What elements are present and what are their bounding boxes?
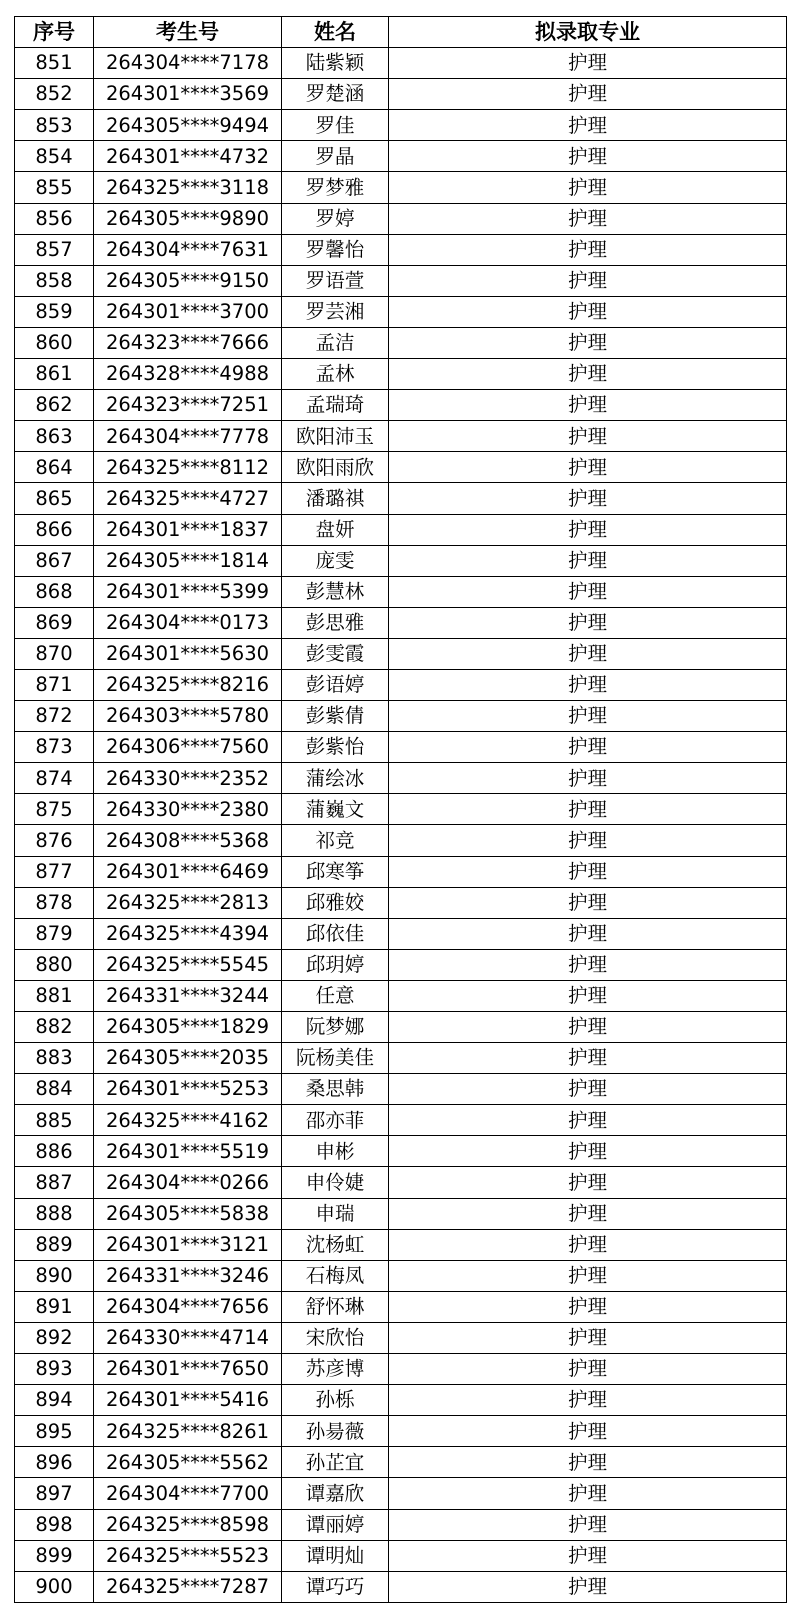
cell-major: 护理	[389, 1354, 787, 1385]
cell-exam-number: 264304****7178	[94, 48, 282, 79]
cell-serial: 866	[15, 514, 94, 545]
cell-serial: 878	[15, 887, 94, 918]
cell-serial: 894	[15, 1385, 94, 1416]
cell-name: 任意	[282, 980, 389, 1011]
cell-name: 彭思雅	[282, 607, 389, 638]
cell-serial: 859	[15, 296, 94, 327]
cell-exam-number: 264325****4162	[94, 1105, 282, 1136]
cell-major: 护理	[389, 1322, 787, 1353]
cell-major: 护理	[389, 763, 787, 794]
cell-exam-number: 264328****4988	[94, 359, 282, 390]
cell-exam-number: 264305****2035	[94, 1043, 282, 1074]
cell-name: 孙栎	[282, 1385, 389, 1416]
table-row	[15, 669, 787, 700]
cell-exam-number: 264301****5399	[94, 576, 282, 607]
admission-table	[14, 16, 787, 1603]
table-row	[15, 825, 787, 856]
cell-exam-number: 264325****8216	[94, 669, 282, 700]
cell-serial: 852	[15, 79, 94, 110]
cell-name: 谭明灿	[282, 1540, 389, 1571]
table-row	[15, 1322, 787, 1353]
cell-exam-number: 264325****8112	[94, 452, 282, 483]
cell-serial: 893	[15, 1354, 94, 1385]
cell-exam-number: 264301****4732	[94, 141, 282, 172]
cell-serial: 887	[15, 1167, 94, 1198]
cell-name: 罗婷	[282, 203, 389, 234]
cell-serial: 899	[15, 1540, 94, 1571]
table-row	[15, 763, 787, 794]
cell-name: 邱玥婷	[282, 949, 389, 980]
cell-major: 护理	[389, 359, 787, 390]
cell-exam-number: 264301****7650	[94, 1354, 282, 1385]
table-row	[15, 1043, 787, 1074]
cell-major: 护理	[389, 1136, 787, 1167]
table-row	[15, 1012, 787, 1043]
cell-exam-number: 264304****0173	[94, 607, 282, 638]
cell-exam-number: 264323****7251	[94, 390, 282, 421]
cell-name: 罗芸湘	[282, 296, 389, 327]
cell-name: 桑思韩	[282, 1074, 389, 1105]
cell-name: 邱寒筝	[282, 856, 389, 887]
header-major: 拟录取专业	[389, 17, 787, 48]
table-row	[15, 701, 787, 732]
cell-exam-number: 264305****9150	[94, 265, 282, 296]
cell-exam-number: 264305****9494	[94, 110, 282, 141]
table-row	[15, 1478, 787, 1509]
cell-serial: 883	[15, 1043, 94, 1074]
cell-serial: 867	[15, 545, 94, 576]
table-row	[15, 48, 787, 79]
header-row	[15, 17, 787, 48]
cell-exam-number: 264301****3121	[94, 1229, 282, 1260]
cell-major: 护理	[389, 1074, 787, 1105]
cell-exam-number: 264301****3700	[94, 296, 282, 327]
cell-name: 蒲巍文	[282, 794, 389, 825]
cell-major: 护理	[389, 1478, 787, 1509]
cell-serial: 900	[15, 1571, 94, 1602]
cell-exam-number: 264303****5780	[94, 701, 282, 732]
cell-name: 孟林	[282, 359, 389, 390]
table-row	[15, 1229, 787, 1260]
cell-serial: 879	[15, 918, 94, 949]
cell-name: 孙昜薇	[282, 1416, 389, 1447]
cell-serial: 870	[15, 638, 94, 669]
table-row	[15, 1416, 787, 1447]
cell-serial: 851	[15, 48, 94, 79]
cell-name: 邵亦菲	[282, 1105, 389, 1136]
table-row	[15, 483, 787, 514]
cell-exam-number: 264325****5523	[94, 1540, 282, 1571]
cell-exam-number: 264305****5562	[94, 1447, 282, 1478]
cell-major: 护理	[389, 265, 787, 296]
cell-name: 欧阳沛玉	[282, 421, 389, 452]
cell-serial: 871	[15, 669, 94, 700]
cell-name: 苏彦博	[282, 1354, 389, 1385]
table-row	[15, 203, 787, 234]
table-row	[15, 359, 787, 390]
table-row	[15, 732, 787, 763]
cell-major: 护理	[389, 607, 787, 638]
cell-major: 护理	[389, 79, 787, 110]
table-row	[15, 638, 787, 669]
cell-exam-number: 264304****7700	[94, 1478, 282, 1509]
table-row	[15, 949, 787, 980]
table-row	[15, 421, 787, 452]
cell-major: 护理	[389, 296, 787, 327]
cell-name: 申彬	[282, 1136, 389, 1167]
cell-serial: 873	[15, 732, 94, 763]
cell-exam-number: 264301****5519	[94, 1136, 282, 1167]
cell-name: 欧阳雨欣	[282, 452, 389, 483]
cell-major: 护理	[389, 856, 787, 887]
table-row	[15, 514, 787, 545]
cell-serial: 886	[15, 1136, 94, 1167]
cell-exam-number: 264306****7560	[94, 732, 282, 763]
cell-serial: 853	[15, 110, 94, 141]
cell-name: 罗佳	[282, 110, 389, 141]
cell-serial: 889	[15, 1229, 94, 1260]
cell-name: 邱雅姣	[282, 887, 389, 918]
table-row	[15, 1260, 787, 1291]
cell-name: 盘妍	[282, 514, 389, 545]
cell-name: 罗楚涵	[282, 79, 389, 110]
cell-serial: 892	[15, 1322, 94, 1353]
cell-name: 阮梦娜	[282, 1012, 389, 1043]
cell-exam-number: 264304****7656	[94, 1291, 282, 1322]
cell-serial: 865	[15, 483, 94, 514]
table-row	[15, 980, 787, 1011]
cell-serial: 888	[15, 1198, 94, 1229]
cell-exam-number: 264304****7631	[94, 234, 282, 265]
cell-major: 护理	[389, 110, 787, 141]
cell-major: 护理	[389, 1260, 787, 1291]
cell-name: 彭语婷	[282, 669, 389, 700]
cell-serial: 861	[15, 359, 94, 390]
cell-exam-number: 264305****5838	[94, 1198, 282, 1229]
cell-major: 护理	[389, 887, 787, 918]
cell-serial: 864	[15, 452, 94, 483]
cell-major: 护理	[389, 172, 787, 203]
cell-serial: 884	[15, 1074, 94, 1105]
cell-name: 孟洁	[282, 327, 389, 358]
cell-major: 护理	[389, 1291, 787, 1322]
cell-name: 谭嘉欣	[282, 1478, 389, 1509]
table-row	[15, 390, 787, 421]
cell-exam-number: 264331****3244	[94, 980, 282, 1011]
cell-major: 护理	[389, 234, 787, 265]
cell-name: 舒怀琳	[282, 1291, 389, 1322]
cell-name: 宋欣怡	[282, 1322, 389, 1353]
cell-major: 护理	[389, 390, 787, 421]
cell-exam-number: 264301****6469	[94, 856, 282, 887]
cell-serial: 896	[15, 1447, 94, 1478]
cell-serial: 858	[15, 265, 94, 296]
cell-name: 罗梦雅	[282, 172, 389, 203]
cell-name: 罗语萱	[282, 265, 389, 296]
cell-major: 护理	[389, 1105, 787, 1136]
cell-serial: 895	[15, 1416, 94, 1447]
cell-serial: 863	[15, 421, 94, 452]
cell-exam-number: 264323****7666	[94, 327, 282, 358]
cell-exam-number: 264325****5545	[94, 949, 282, 980]
cell-serial: 897	[15, 1478, 94, 1509]
cell-name: 谭丽婷	[282, 1509, 389, 1540]
table-row	[15, 1167, 787, 1198]
cell-exam-number: 264330****2352	[94, 763, 282, 794]
cell-serial: 877	[15, 856, 94, 887]
cell-exam-number: 264325****2813	[94, 887, 282, 918]
cell-serial: 860	[15, 327, 94, 358]
header-serial: 序号	[15, 17, 94, 48]
cell-major: 护理	[389, 1012, 787, 1043]
cell-name: 庞雯	[282, 545, 389, 576]
cell-major: 护理	[389, 732, 787, 763]
table-row	[15, 327, 787, 358]
cell-serial: 891	[15, 1291, 94, 1322]
table-row	[15, 1136, 787, 1167]
cell-name: 潘璐祺	[282, 483, 389, 514]
cell-exam-number: 264301****5416	[94, 1385, 282, 1416]
cell-exam-number: 264325****4727	[94, 483, 282, 514]
cell-major: 护理	[389, 1385, 787, 1416]
cell-serial: 868	[15, 576, 94, 607]
cell-major: 护理	[389, 980, 787, 1011]
cell-major: 护理	[389, 1540, 787, 1571]
cell-exam-number: 264308****5368	[94, 825, 282, 856]
cell-exam-number: 264301****3569	[94, 79, 282, 110]
cell-major: 护理	[389, 545, 787, 576]
cell-exam-number: 264325****4394	[94, 918, 282, 949]
table-row	[15, 1354, 787, 1385]
cell-exam-number: 264325****3118	[94, 172, 282, 203]
cell-name: 彭慧林	[282, 576, 389, 607]
cell-name: 孙芷宜	[282, 1447, 389, 1478]
cell-exam-number: 264301****5253	[94, 1074, 282, 1105]
cell-serial: 898	[15, 1509, 94, 1540]
table-row	[15, 1291, 787, 1322]
cell-serial: 876	[15, 825, 94, 856]
cell-exam-number: 264325****8598	[94, 1509, 282, 1540]
cell-major: 护理	[389, 1509, 787, 1540]
cell-name: 罗晶	[282, 141, 389, 172]
table-row	[15, 1540, 787, 1571]
cell-exam-number: 264305****1829	[94, 1012, 282, 1043]
cell-serial: 854	[15, 141, 94, 172]
cell-exam-number: 264331****3246	[94, 1260, 282, 1291]
cell-major: 护理	[389, 825, 787, 856]
table-row	[15, 1198, 787, 1229]
header-exam-number: 考生号	[94, 17, 282, 48]
cell-major: 护理	[389, 576, 787, 607]
table-row	[15, 296, 787, 327]
table-row	[15, 1571, 787, 1602]
cell-exam-number: 264301****5630	[94, 638, 282, 669]
cell-name: 申伶婕	[282, 1167, 389, 1198]
cell-major: 护理	[389, 514, 787, 545]
table-row	[15, 1447, 787, 1478]
cell-major: 护理	[389, 669, 787, 700]
table-row	[15, 172, 787, 203]
table-row	[15, 79, 787, 110]
cell-major: 护理	[389, 1198, 787, 1229]
cell-major: 护理	[389, 949, 787, 980]
cell-exam-number: 264305****1814	[94, 545, 282, 576]
table-row	[15, 607, 787, 638]
table-body	[15, 48, 787, 1603]
table-row	[15, 1105, 787, 1136]
table-row	[15, 576, 787, 607]
cell-serial: 875	[15, 794, 94, 825]
cell-name: 陆紫颖	[282, 48, 389, 79]
cell-exam-number: 264301****1837	[94, 514, 282, 545]
cell-name: 阮杨美佳	[282, 1043, 389, 1074]
cell-exam-number: 264325****8261	[94, 1416, 282, 1447]
cell-serial: 857	[15, 234, 94, 265]
cell-exam-number: 264304****0266	[94, 1167, 282, 1198]
table-row	[15, 1509, 787, 1540]
cell-serial: 881	[15, 980, 94, 1011]
cell-name: 申瑞	[282, 1198, 389, 1229]
cell-major: 护理	[389, 1167, 787, 1198]
cell-name: 彭紫怡	[282, 732, 389, 763]
cell-serial: 885	[15, 1105, 94, 1136]
table-row	[15, 1074, 787, 1105]
cell-major: 护理	[389, 1571, 787, 1602]
cell-name: 沈杨虹	[282, 1229, 389, 1260]
cell-serial: 869	[15, 607, 94, 638]
cell-serial: 872	[15, 701, 94, 732]
cell-major: 护理	[389, 1447, 787, 1478]
table-row	[15, 856, 787, 887]
cell-name: 彭雯霞	[282, 638, 389, 669]
cell-major: 护理	[389, 1043, 787, 1074]
cell-major: 护理	[389, 794, 787, 825]
cell-serial: 855	[15, 172, 94, 203]
cell-exam-number: 264330****4714	[94, 1322, 282, 1353]
cell-serial: 874	[15, 763, 94, 794]
cell-exam-number: 264325****7287	[94, 1571, 282, 1602]
table-row	[15, 887, 787, 918]
cell-name: 罗馨怡	[282, 234, 389, 265]
cell-exam-number: 264304****7778	[94, 421, 282, 452]
cell-major: 护理	[389, 1416, 787, 1447]
cell-serial: 890	[15, 1260, 94, 1291]
cell-major: 护理	[389, 327, 787, 358]
header-name: 姓名	[282, 17, 389, 48]
cell-name: 孟瑞琦	[282, 390, 389, 421]
cell-major: 护理	[389, 203, 787, 234]
cell-serial: 882	[15, 1012, 94, 1043]
cell-name: 石梅凤	[282, 1260, 389, 1291]
table-row	[15, 1385, 787, 1416]
table-row	[15, 110, 787, 141]
cell-name: 邱依佳	[282, 918, 389, 949]
cell-serial: 880	[15, 949, 94, 980]
cell-name: 谭巧巧	[282, 1571, 389, 1602]
cell-major: 护理	[389, 918, 787, 949]
cell-major: 护理	[389, 1229, 787, 1260]
cell-major: 护理	[389, 48, 787, 79]
table-row	[15, 141, 787, 172]
table-row	[15, 794, 787, 825]
cell-major: 护理	[389, 452, 787, 483]
cell-major: 护理	[389, 483, 787, 514]
cell-major: 护理	[389, 638, 787, 669]
cell-serial: 856	[15, 203, 94, 234]
cell-major: 护理	[389, 141, 787, 172]
cell-major: 护理	[389, 421, 787, 452]
table-row	[15, 452, 787, 483]
cell-exam-number: 264330****2380	[94, 794, 282, 825]
cell-exam-number: 264305****9890	[94, 203, 282, 234]
table-row	[15, 265, 787, 296]
table-row	[15, 918, 787, 949]
admission-list	[14, 16, 786, 1603]
cell-name: 彭紫倩	[282, 701, 389, 732]
cell-serial: 862	[15, 390, 94, 421]
cell-major: 护理	[389, 701, 787, 732]
cell-name: 祁竞	[282, 825, 389, 856]
cell-name: 蒲绘冰	[282, 763, 389, 794]
table-row	[15, 234, 787, 265]
table-row	[15, 545, 787, 576]
